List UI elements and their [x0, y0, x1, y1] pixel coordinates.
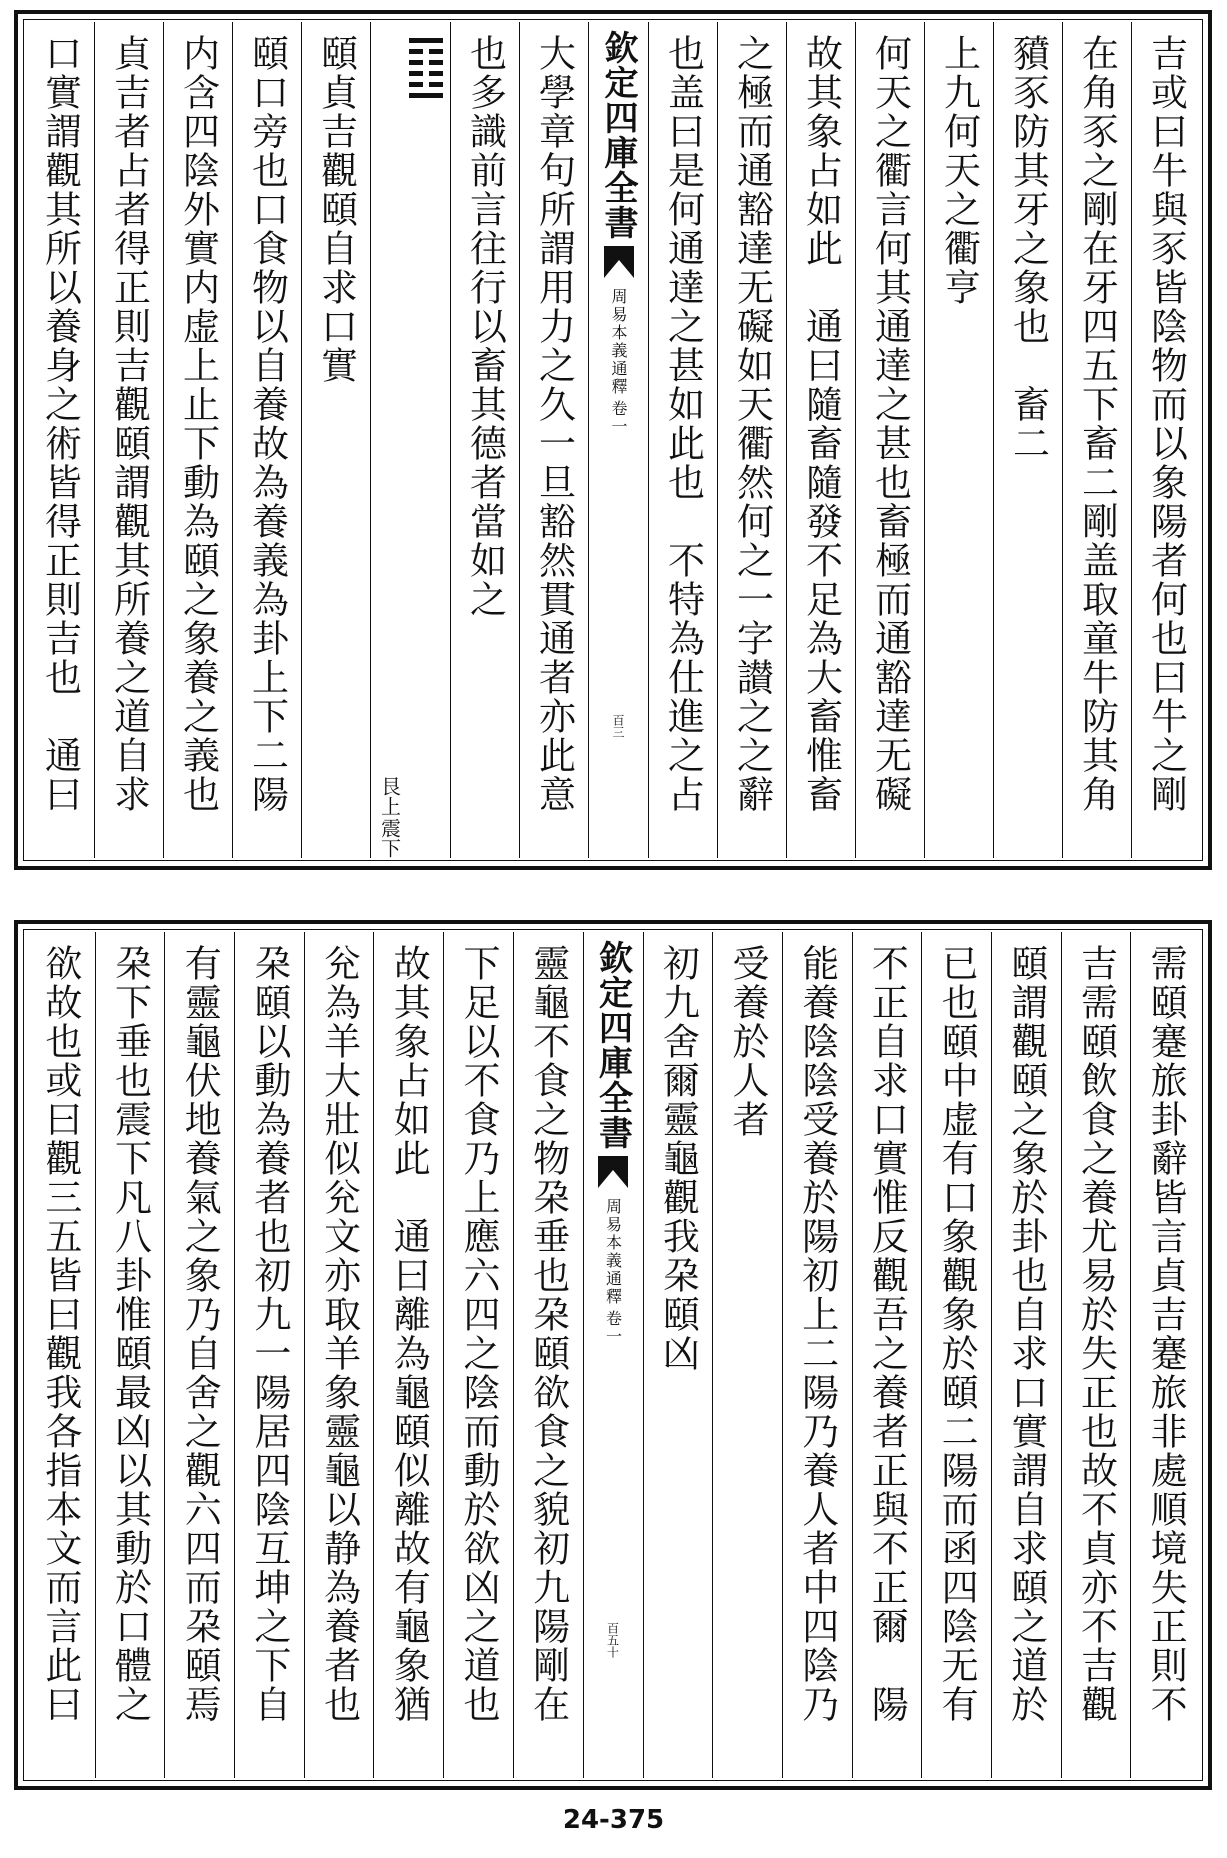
- text-column: 已也頤中虚有口象觀象於頤二陽而函四陰无有: [921, 932, 991, 1778]
- center-fold: [583, 932, 643, 1778]
- text-column: 有靈龜伏地養氣之象乃自舍之觀六四而朶頤焉: [164, 932, 234, 1778]
- trigram-upper: 艮上: [377, 776, 402, 816]
- hexagram-yi-icon: [409, 38, 443, 858]
- text-column: 吉需頤飲食之養尤易於失正也故不貞亦不吉觀: [1061, 932, 1131, 1778]
- hexagram-header: [370, 22, 450, 858]
- text-column: 豶豕防其牙之象也 畜二: [993, 22, 1062, 858]
- text-column: 内含四陰外實内虚上止下動為頤之象養之義也: [163, 22, 232, 858]
- text-column: 故其象占如此 通曰隨畜隨發不足為大畜惟畜: [786, 22, 855, 858]
- folio-number: 百三: [611, 714, 625, 738]
- center-fold: [588, 22, 648, 858]
- book-title: 欽定四庫全書: [598, 30, 638, 240]
- running-title: [607, 288, 630, 436]
- juan-number: 卷一: [609, 400, 628, 436]
- upper-page: [14, 10, 1212, 870]
- work-title: 周易本義通釋: [609, 288, 628, 396]
- text-column: 何天之衢言何其通達之甚也畜極而通豁達无礙: [855, 22, 924, 858]
- text-column: 頤口旁也口食物以自養故為養義為卦上下二陽: [232, 22, 301, 858]
- text-column: 大學章句所謂用力之久一旦豁然貫通者亦此意: [519, 22, 588, 858]
- fish-tail-ornament-icon: [598, 1156, 628, 1188]
- fish-tail-ornament-icon: [604, 246, 634, 278]
- text-column: 上九何天之衢亨: [924, 22, 993, 858]
- work-title: 周易本義通釋: [603, 1198, 623, 1306]
- text-column: 頤謂觀頤之象於卦也自求口實謂自求頤之道於: [991, 932, 1061, 1778]
- text-column: 下足以不食乃上應六四之陰而動於欲凶之道也: [443, 932, 513, 1778]
- folio-number: 百五十: [605, 1622, 620, 1658]
- text-column: 在角豕之剛在牙四五下畜二剛盖取童牛防其角: [1062, 22, 1131, 858]
- page-number: 24-375: [562, 1805, 665, 1835]
- juan-number: 卷一: [603, 1310, 623, 1346]
- text-column: 頤貞吉觀頤自求口實: [301, 22, 370, 858]
- text-column: 之極而通豁達无礙如天衢然何之一字讃之之辭: [717, 22, 786, 858]
- text-column: 朶頤以動為養者也初九一陽居四陰互坤之下自: [234, 932, 304, 1778]
- text-column: 初九舍爾靈龜觀我朶頤凶: [643, 932, 713, 1778]
- text-column: 口實謂觀其所以養身之術皆得正則吉也 通曰: [38, 34, 82, 814]
- text-column: 兊為羊大壯似兊文亦取羊象靈龜以静為養者也: [304, 932, 374, 1778]
- text-column: 也盖曰是何通達之甚如此也 不特為仕進之占: [648, 22, 717, 858]
- text-column: 故其象占如此 通曰離為龜頤似離故有龜象猶: [373, 932, 443, 1778]
- text-column: 也多識前言往行以畜其德者當如之: [450, 22, 519, 858]
- text-column: 需頤蹇旅卦辭皆言貞吉蹇旅非處順境失正則不: [1130, 932, 1200, 1778]
- text-column: 朶下垂也震下凡八卦惟頤最凶以其動於口體之: [95, 932, 165, 1778]
- trigram-lower: 震下: [377, 818, 402, 858]
- text-column: 能養陰陰受養於陽初上二陽乃養人者中四陰乃: [782, 932, 852, 1778]
- book-title: 欽定四庫全書: [592, 940, 633, 1150]
- trigram-labels: [379, 34, 401, 858]
- text-column: 不正自求口實惟反觀吾之養者正與不正爾 陽: [852, 932, 922, 1778]
- text-column: 受養於人者: [712, 932, 782, 1778]
- text-column: 吉或曰牛與豕皆陰物而以象陽者何也曰牛之剛: [1131, 22, 1200, 858]
- text-column: 靈龜不食之物朶垂也朶頤欲食之貌初九陽剛在: [513, 932, 583, 1778]
- lower-page: [14, 920, 1212, 1790]
- text-column: 欲故也或曰觀三五皆曰觀我各指本文而言此曰: [38, 944, 82, 1724]
- running-title: [602, 1198, 625, 1346]
- text-column: 貞吉者占者得正則吉觀頤謂觀其所養之道自求: [94, 22, 163, 858]
